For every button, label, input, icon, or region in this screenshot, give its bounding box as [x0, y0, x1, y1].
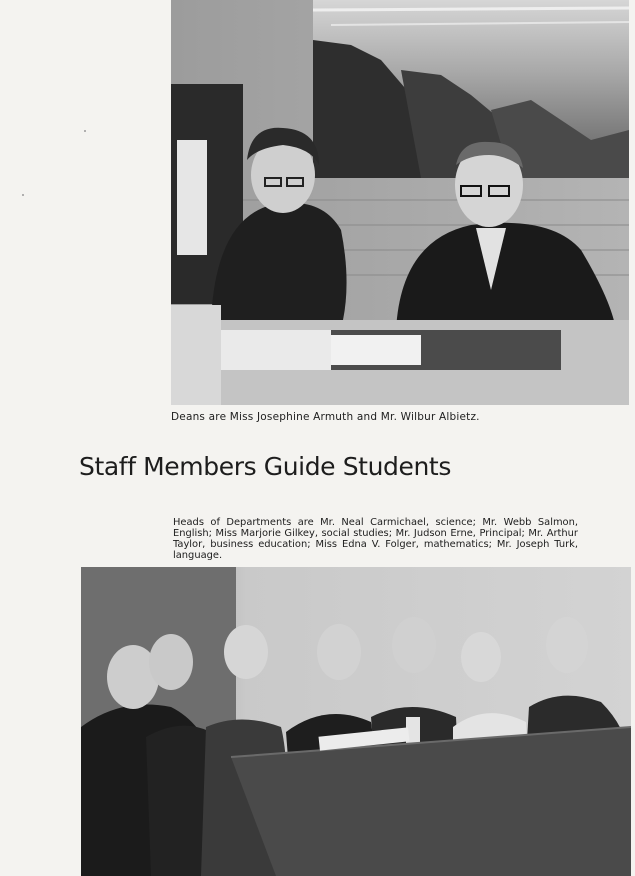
speck — [84, 130, 86, 132]
department-heads-paragraph: Heads of Departments are Mr. Neal Carmichael, science; Mr. Webb Salmon, English; Miss Marjorie Gilkey, social studies; Mr. Judson Erne, Principal; Mr. Arthur Taylor, business education; Miss Edna V. Folger, mathematics; Mr. Joseph Turk, language. — [173, 517, 578, 561]
deans-photo — [171, 0, 629, 405]
department-heads-photo — [81, 567, 631, 876]
section-title: Staff Members Guide Students — [79, 452, 451, 481]
speck — [22, 194, 24, 196]
photo-caption: Deans are Miss Josephine Armuth and Mr. Wilbur Albietz. — [171, 411, 480, 423]
